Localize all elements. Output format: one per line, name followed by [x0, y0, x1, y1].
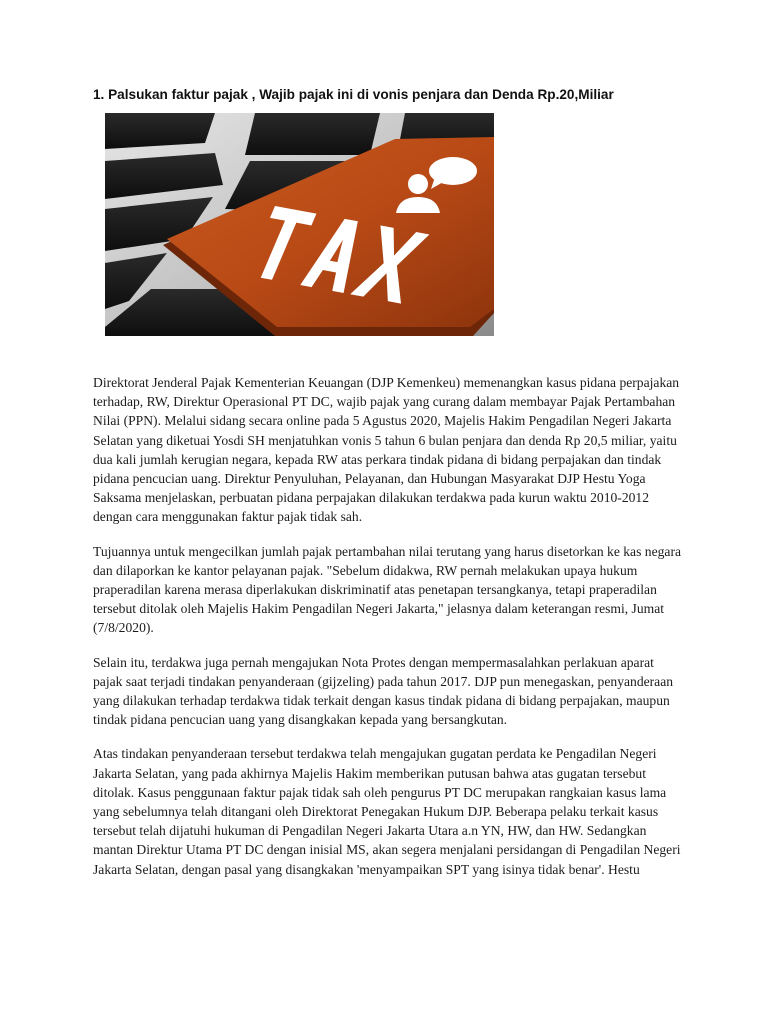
paragraph-4: Atas tindakan penyanderaan tersebut terdakwa telah mengajukan gugatan perdata ke Pengadilan Negeri Jakarta Selatan, yang pada akhirnya Majelis Hakim memberikan putusan bahwa atas gugatan tersebut ditolak. Kasus penggunaan faktur pajak tidak sah oleh pengurus PT DC merupakan rangkaian kasus lama yang sebelumnya telah ditangani oleh Direktorat Penegakan Hukum DJP. Beberapa pelaku terkait kasus tersebut telah dijatuhi hukuman di Pengadilan Negeri Jakarta Utara a.n YN, HW, dan HW. Sedangkan mantan Direktur Utama PT DC dengan inisial MS, akan segera menjalani persidangan di Pengadilan Negeri Jakarta Selatan, dengan pasal yang disangkakan 'menyampaikan SPT yang isinya tidak benar'. Hestu [93, 746, 681, 877]
paragraph-3: Selain itu, terdakwa juga pernah mengajukan Nota Protes dengan mempermasalahkan perlakuan aparat pajak saat terjadi tindakan penyanderaan (gijzeling) pada tahun 2017. DJP pun menegaskan, penyanderaan yang dilakukan terhadap terdakwa tidak terkait dengan kasus tindak pidana di bidang perpajakan, maupun tindak pidana pencucian uang yang disangkakan kepada yang bersangkutan. [93, 654, 674, 728]
tax-keyboard-image [105, 113, 494, 336]
article-body [93, 373, 683, 894]
article-heading: 1. Palsukan faktur pajak , Wajib pajak ini di vonis penjara dan Denda Rp.20,Miliar [93, 87, 614, 102]
keyboard-key [245, 113, 380, 155]
paragraph-2: Tujuannya untuk mengecilkan jumlah pajak pertambahan nilai terutang yang harus disetorkan ke kas negara dan dilaporkan ke kantor pelayanan pajak. "Sebelum didakwa, RW pernah melakukan upaya hukum praperadilan karena merasa diperlakukan diskriminatif atas penetapan tersangkanya, tetapi praperadilan tersebut ditolak oleh Majelis Hakim Pengadilan Negeri Jakarta," jelasnya dalam keterangan resmi, Jumat (7/8/2020). [93, 543, 682, 636]
paragraph-1: Direktorat Jenderal Pajak Kementerian Keuangan (DJP Kemenkeu) memenangkan kasus pidana perpajakan terhadap, RW, Direktur Operasional PT DC, wajib pajak yang curang dalam membayar Pajak Pertambahan Nilai (PPN). Melalui sidang secara online pada 5 Agustus 2020, Majelis Hakim Pengadilan Negeri Jakarta Selatan yang diketuai Yosdi SH menjatuhkan vonis 5 tahun 6 bulan penjara dan denda Rp 20,5 miliar, yaitu dua kali jumlah kerugian negara, kepada RW atas perkara tindak pidana di bidang perpajakan dan tindak pidana pencucian uang. Direktur Penyuluhan, Pelayanan, dan Hubungan Masyarakat DJP Hestu Yoga Saksama menjelaskan, perbuatan pidana perpajakan dilakukan terdakwa pada kurun waktu 2010-2012 dengan cara menggunakan faktur pajak tidak sah. [93, 375, 680, 525]
